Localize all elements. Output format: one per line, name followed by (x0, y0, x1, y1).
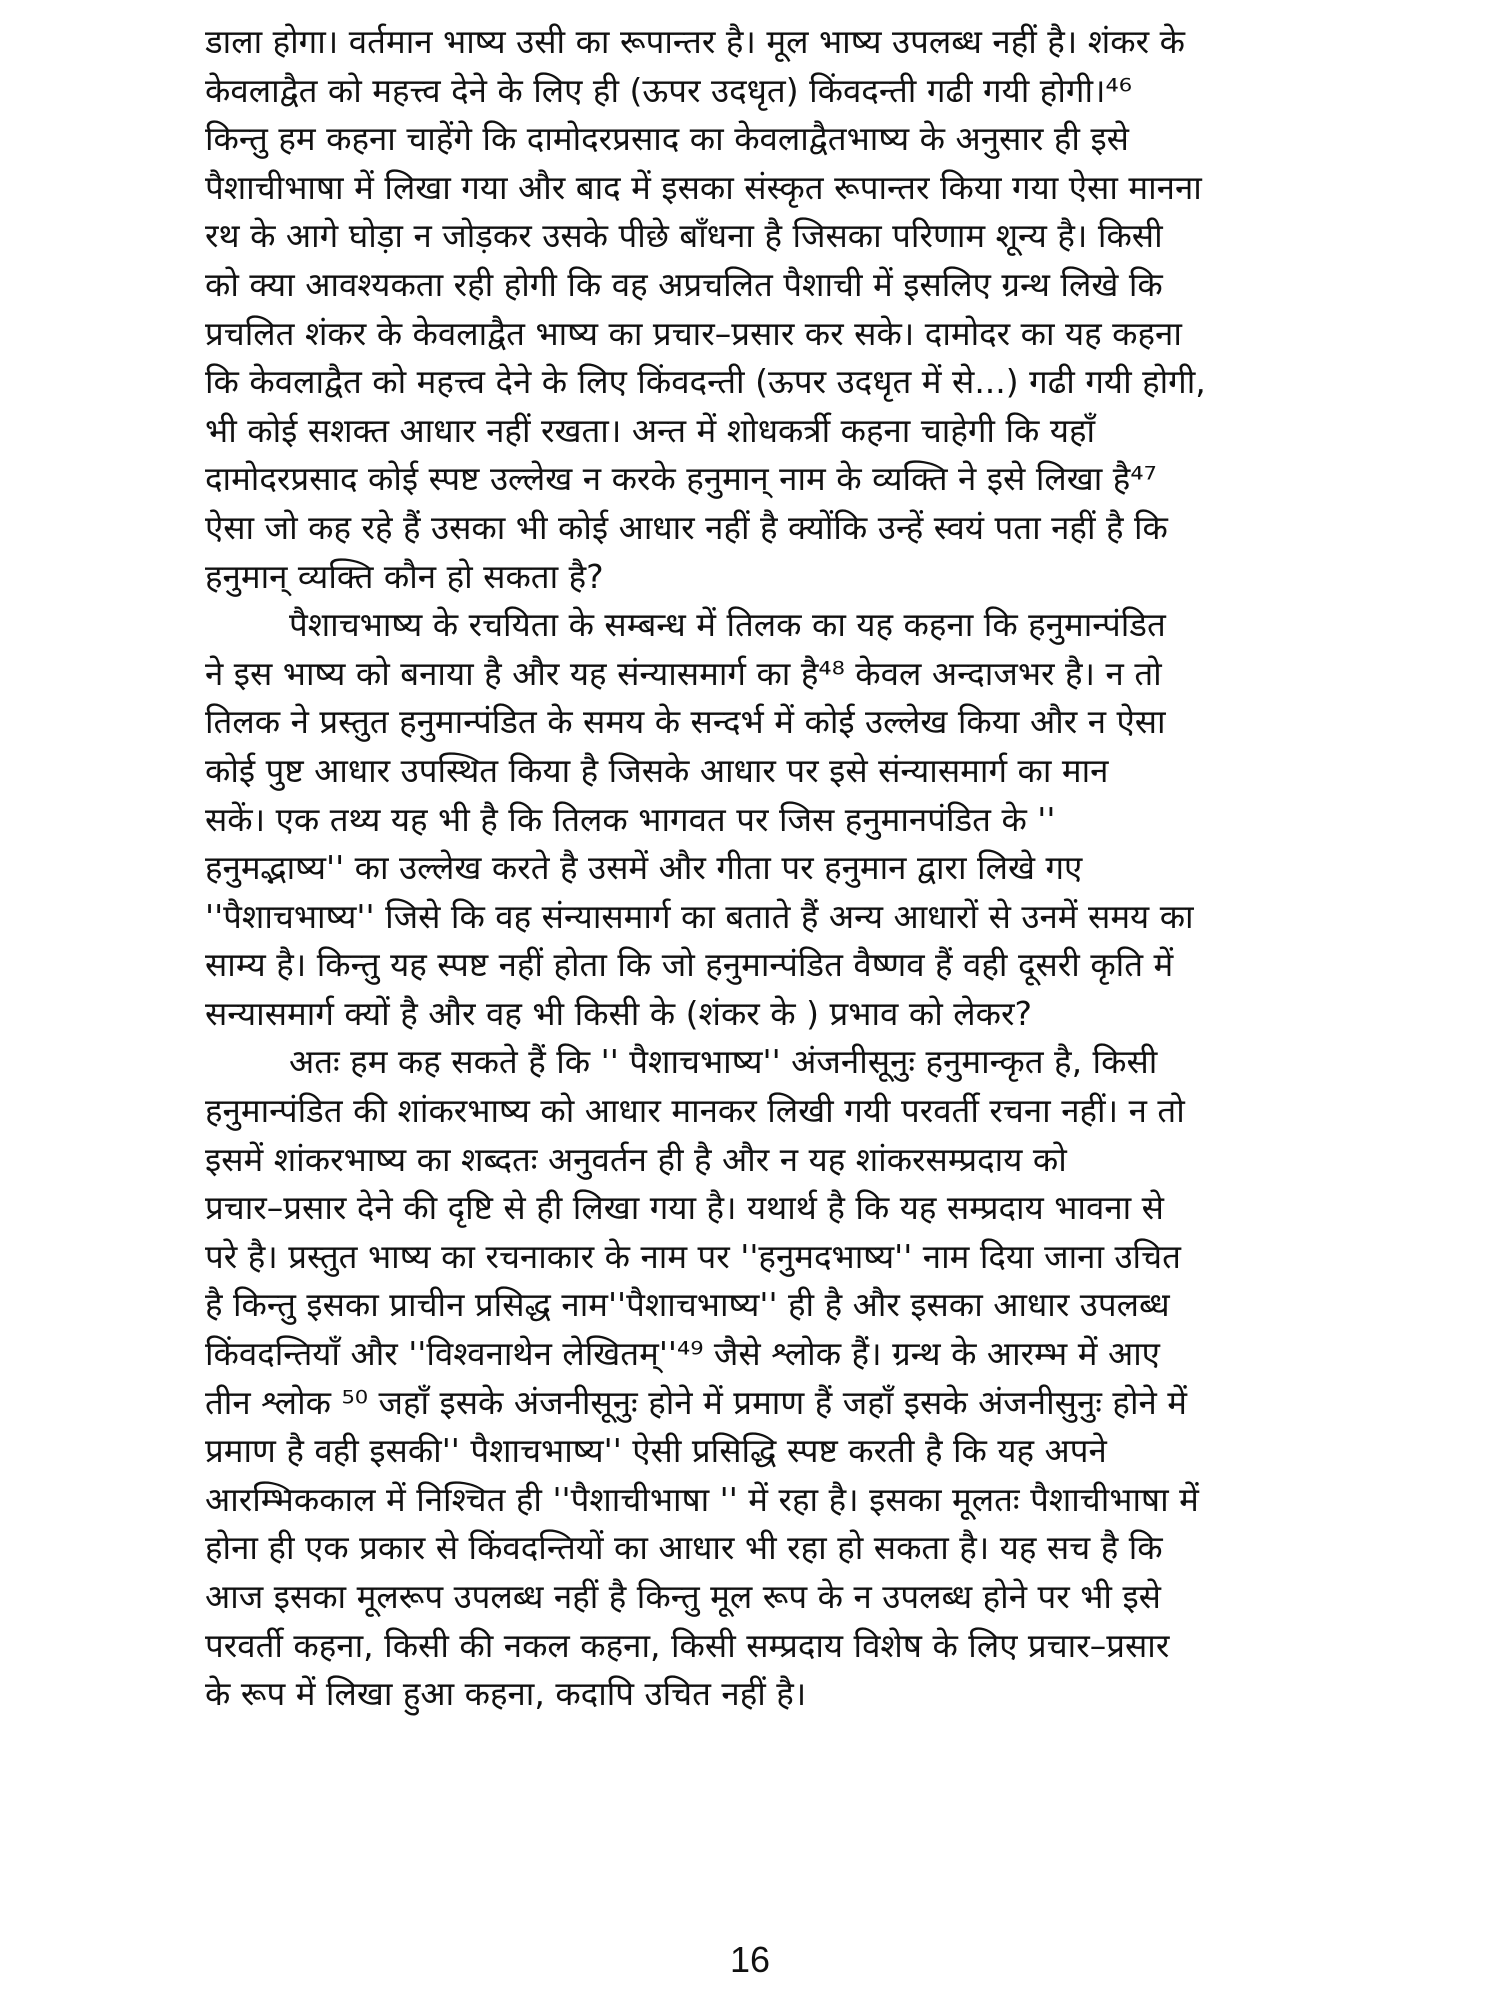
text-line: किंवदन्तियाँ और ''विश्वनाथेन लेखितम्''⁴⁹ जैसे श्लोक हैं। ग्रन्थ के आरम्भ में आए (205, 1334, 1160, 1374)
text-line: ऐसा जो कह रहे हैं उसका भी कोई आधार नहीं है क्योंकि उन्हें स्वयं पता नहीं है कि (205, 507, 1168, 547)
text-line: इसमें शांकरभाष्य का शब्दतः अनुवर्तन ही है और न यह शांकरसम्प्रदाय को (205, 1139, 1067, 1179)
text-line: परे है। प्रस्तुत भाष्य का रचनाकार के नाम पर ''हनुमदभाष्य'' नाम दिया जाना उचित (205, 1236, 1181, 1276)
text-line: दामोदरप्रसाद कोई स्पष्ट उल्लेख न करके हनुमान् नाम के व्यक्ति ने इसे लिखा है⁴⁷ (205, 459, 1157, 499)
text-line: प्रचलित शंकर के केवलाद्वैत भाष्य का प्रचार–प्रसार कर सके। दामोदर का यह कहना (205, 313, 1182, 353)
text-line: को क्या आवश्यकता रही होगी कि वह अप्रचलित पैशाची में इसलिए ग्रन्थ लिखे कि (205, 264, 1163, 304)
text-line: कि केवलाद्वैत को महत्त्व देने के लिए किंवदन्ती (ऊपर उदधृत में से...) गढी गयी होगी, (205, 362, 1206, 402)
body-text (205, 18, 1340, 1719)
text-line: प्रमाण है वही इसकी'' पैशाचभाष्य'' ऐसी प्रसिद्धि स्पष्ट करती है कि यह अपने (205, 1431, 1107, 1471)
text-line: हनुमद्भाष्य'' का उल्लेख करते है उसमें और गीता पर हनुमान द्वारा लिखे गए (205, 848, 1083, 888)
paragraph-start-line: अतः हम कह सकते हैं कि '' पैशाचभाष्य'' अंजनीसूनुः हनुमान्कृत है, किसी (289, 1042, 1158, 1082)
text-line: प्रचार–प्रसार देने की दृष्टि से ही लिखा गया है। यथार्थ है कि यह सम्प्रदाय भावना से (205, 1188, 1164, 1228)
text-line: तीन श्लोक ⁵⁰ जहाँ इसके अंजनीसूनुः होने में प्रमाण हैं जहाँ इसके अंजनीसुनुः होने में (205, 1382, 1188, 1422)
text-line: हनुमान् व्यक्ति कौन हो सकता है? (205, 556, 604, 596)
text-line: रथ के आगे घोड़ा न जोड़कर उसके पीछे बाँधना है जिसका परिणाम शून्य है। किसी (205, 216, 1163, 256)
text-line: ने इस भाष्य को बनाया है और यह संन्यासमार्ग का है⁴⁸ केवल अन्दाजभर है। न तो (205, 653, 1162, 693)
text-line: हनुमान्पंडित की शांकरभाष्य को आधार मानकर लिखी गयी परवर्ती रचना नहीं। न तो (205, 1091, 1185, 1131)
page-number: 16 (729, 1939, 771, 1980)
paragraph-start-line: पैशाचभाष्य के रचयिता के सम्बन्ध में तिलक का यह कहना कि हनुमान्पंडित (289, 605, 1166, 645)
text-line: आज इसका मूलरूप उपलब्ध नहीं है किन्तु मूल रूप के न उपलब्ध होने पर भी इसे (205, 1577, 1161, 1616)
text-line: कोई पुष्ट आधार उपस्थित किया है जिसके आधार पर इसे संन्यासमार्ग का मान (205, 750, 1109, 790)
text-line: केवलाद्वैत को महत्त्व देने के लिए ही (ऊपर उदधृत) किंवदन्ती गढी गयी होगी।⁴⁶ (205, 70, 1132, 110)
text-line: सकें। एक तथ्य यह भी है कि तिलक भागवत पर जिस हनुमानपंडित के '' (205, 799, 1056, 839)
text-line: के रूप में लिखा हुआ कहना, कदापि उचित नहीं है। (205, 1674, 807, 1714)
text-line: सन्यासमार्ग क्यों है और वह भी किसी के (शंकर के ) प्रभाव को लेकर? (205, 993, 1032, 1033)
text-line: होना ही एक प्रकार से किंवदन्तियों का आधार भी रहा हो सकता है। यह सच है कि (205, 1528, 1163, 1568)
text-line: भी कोई सशक्त आधार नहीं रखता। अन्त में शोधकर्त्री कहना चाहेगी कि यहाँ (205, 410, 1096, 450)
text-line: किन्तु हम कहना चाहेंगे कि दामोदरप्रसाद का केवलाद्वैतभाष्य के अनुसार ही इसे (205, 119, 1129, 159)
text-line: पैशाचीभाषा में लिखा गया और बाद में इसका संस्कृत रूपान्तर किया गया ऐसा मानना (205, 167, 1202, 207)
text-line: तिलक ने प्रस्तुत हनुमान्पंडित के समय के सन्दर्भ में कोई उल्लेख किया और न ऐसा (205, 702, 1166, 742)
text-line: डाला होगा। वर्तमान भाष्य उसी का रूपान्तर है। मूल भाष्य उपलब्ध नहीं है। शंकर के (205, 22, 1185, 61)
text-line: परवर्ती कहना, किसी की नकल कहना, किसी सम्प्रदाय विशेष के लिए प्रचार–प्रसार (205, 1625, 1170, 1665)
text-line: साम्य है। किन्तु यह स्पष्ट नहीं होता कि जो हनुमान्पंडित वैष्णव हैं वही दूसरी कृति में (205, 945, 1174, 985)
text-line: है किन्तु इसका प्राचीन प्रसिद्ध नाम''पैशाचभाष्य'' ही है और इसका आधार उपलब्ध (205, 1285, 1170, 1325)
text-line: आरम्भिककाल में निश्चित ही ''पैशाचीभाषा '' में रहा है। इसका मूलतः पैशाचीभाषा में (205, 1479, 1199, 1519)
text-line: ''पैशाचभाष्य'' जिसे कि वह संन्यासमार्ग का बताते हैं अन्य आधारों से उनमें समय का (205, 896, 1194, 936)
